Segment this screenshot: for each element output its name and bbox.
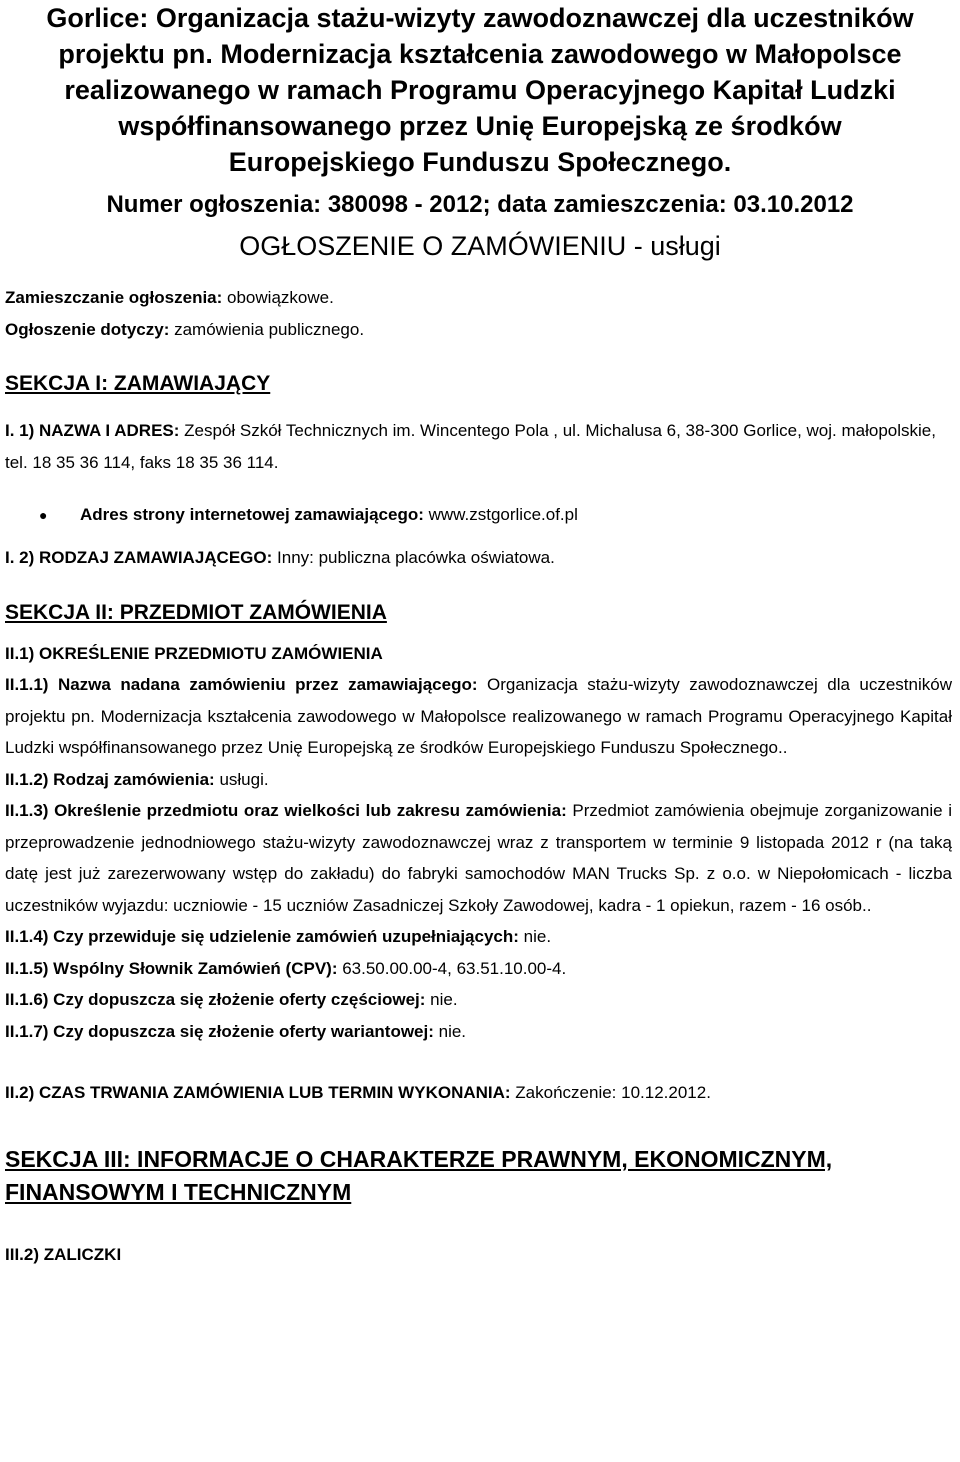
cpv-value: 63.50.00.00-4, 63.51.10.00-4. (337, 958, 567, 978)
title-line: współfinansowanego przez Unię Europejską ze środków (118, 111, 842, 141)
duration-value: Zakończenie: 10.12.2012. (510, 1083, 711, 1102)
section-2-heading: SEKCJA II: PRZEDMIOT ZAMÓWIENIA (5, 600, 387, 624)
order-description-label: II.1.3) Określenie przedmiotu oraz wielkości lub zakresu zamówienia: (5, 801, 567, 820)
partial-offer-value: nie. (425, 990, 458, 1009)
notice-number: Numer ogłoszenia: 380098 - 2012; data zamieszczenia: 03.10.2012 (106, 191, 854, 218)
notice-title (0, 0, 960, 180)
variant-offer-label: II.1.7) Czy dopuszcza się złożenie oferty wariantowej: (5, 1021, 434, 1041)
authority-type-row (5, 542, 952, 574)
website-value: www.zstgorlice.of.pl (423, 505, 578, 524)
partial-offer-row (5, 984, 952, 1016)
order-kind-value: usługi. (214, 769, 269, 789)
order-name-value: Organizacja stażu-wizyty zawodoznawczej dla uczestników projektu pn. Modernizacja kształcenia zawodowego w Małopolsce realizowanego w ramach Programu Operacyjnego Kapitał Ludzki współfinansowanego przez Unię Europejską ze środków Europejskiego Funduszu Społecznego.. (5, 675, 952, 757)
placement-label: Zamieszczanie ogłoszenia: (5, 288, 223, 307)
section-3-heading-line: FINANSOWYM I TECHNICZNYM (5, 1178, 352, 1205)
duration-label: II.2) CZAS TRWANIA ZAMÓWIENIA LUB TERMIN WYKONANIA: (5, 1083, 511, 1102)
section-3-heading-line: SEKCJA III: INFORMACJE O CHARAKTERZE PRAWNYM, EKONOMICZNYM, (5, 1145, 833, 1172)
order-name-row (5, 669, 952, 764)
order-description-row (5, 795, 952, 921)
duration-row (5, 1077, 952, 1109)
website-label: Adres strony internetowej zamawiającego: (80, 505, 424, 524)
title-line: realizowanego w ramach Programu Operacyjnego Kapitał Ludzki (64, 75, 896, 105)
concerns-value: zamówienia publicznego. (169, 319, 365, 339)
supplementary-orders-value: nie. (518, 927, 552, 946)
title-line: projektu pn. Modernizacja kształcenia zawodowego w Małopolsce (58, 39, 902, 69)
cpv-row (5, 953, 952, 985)
cpv-label: II.1.5) Wspólny Słownik Zamówień (CPV): (5, 958, 338, 978)
address-value: Zespół Szkół Technicznych im. Wincentego Pola , ul. Michalusa 6, 38-300 Gorlice, woj. małopolskie, tel. 18 35 36 114, faks 18 35 36 114. (5, 421, 936, 472)
title-line: Europejskiego Funduszu Społecznego. (228, 147, 732, 177)
partial-offer-label: II.1.6) Czy dopuszcza się złożenie oferty częściowej: (5, 990, 426, 1009)
order-kind-label: II.1.2) Rodzaj zamówienia: (5, 769, 215, 789)
notice-type: OGŁOSZENIE O ZAMÓWIENIU - usługi (239, 231, 721, 261)
order-kind-row (5, 764, 952, 796)
supplementary-orders-row (5, 921, 952, 953)
order-description-value: Przedmiot zamówienia obejmuje zorganizowanie i przeprowadzenie jednodniowego stażu-wizyty zawodoznawczej wraz z transportem w terminie 9 listopada 2012 r (na taką datę jest już zarezerwowany wstęp do zakładu) do fabryki samochodów MAN Trucks Sp. z o.o. w Niepołomicach - liczba uczestników wyjazdu: uczniowie - 15 uczniów Zasadniczej Szkoły Zawodowej, kadra - 1 opiekun, razem - 16 osób.. (5, 801, 952, 915)
authority-type-label: I. 2) RODZAJ ZAMAWIAJĄCEGO: (5, 548, 273, 567)
advances-heading: III.2) ZALICZKI (5, 1244, 122, 1264)
subject-definition-heading: II.1) OKREŚLENIE PRZEDMIOTU ZAMÓWIENIA (5, 643, 383, 663)
authority-type-value: Inny: publiczna placówka oświatowa. (272, 548, 555, 567)
bullet-icon: ● (39, 507, 48, 523)
order-name-label: II.1.1) Nazwa nadana zamówieniu przez zamawiającego: (5, 675, 478, 694)
section-3-heading (5, 1143, 952, 1209)
placement-row (5, 282, 952, 314)
website-row (5, 498, 952, 532)
variant-offer-value: nie. (433, 1021, 467, 1041)
address-label: I. 1) NAZWA I ADRES: (5, 421, 180, 440)
supplementary-orders-label: II.1.4) Czy przewiduje się udzielenie zamówień uzupełniających: (5, 927, 519, 946)
concerns-label: Ogłoszenie dotyczy: (5, 319, 170, 339)
placement-value: obowiązkowe. (222, 288, 334, 307)
variant-offer-row (5, 1016, 952, 1048)
title-line: Gorlice: Organizacja stażu-wizyty zawodoznawczej dla uczestników (46, 3, 914, 33)
contracting-authority-address (5, 415, 952, 478)
concerns-row (5, 314, 952, 346)
section-1-heading: SEKCJA I: ZAMAWIAJĄCY (5, 372, 271, 395)
notice-body (0, 282, 960, 1270)
